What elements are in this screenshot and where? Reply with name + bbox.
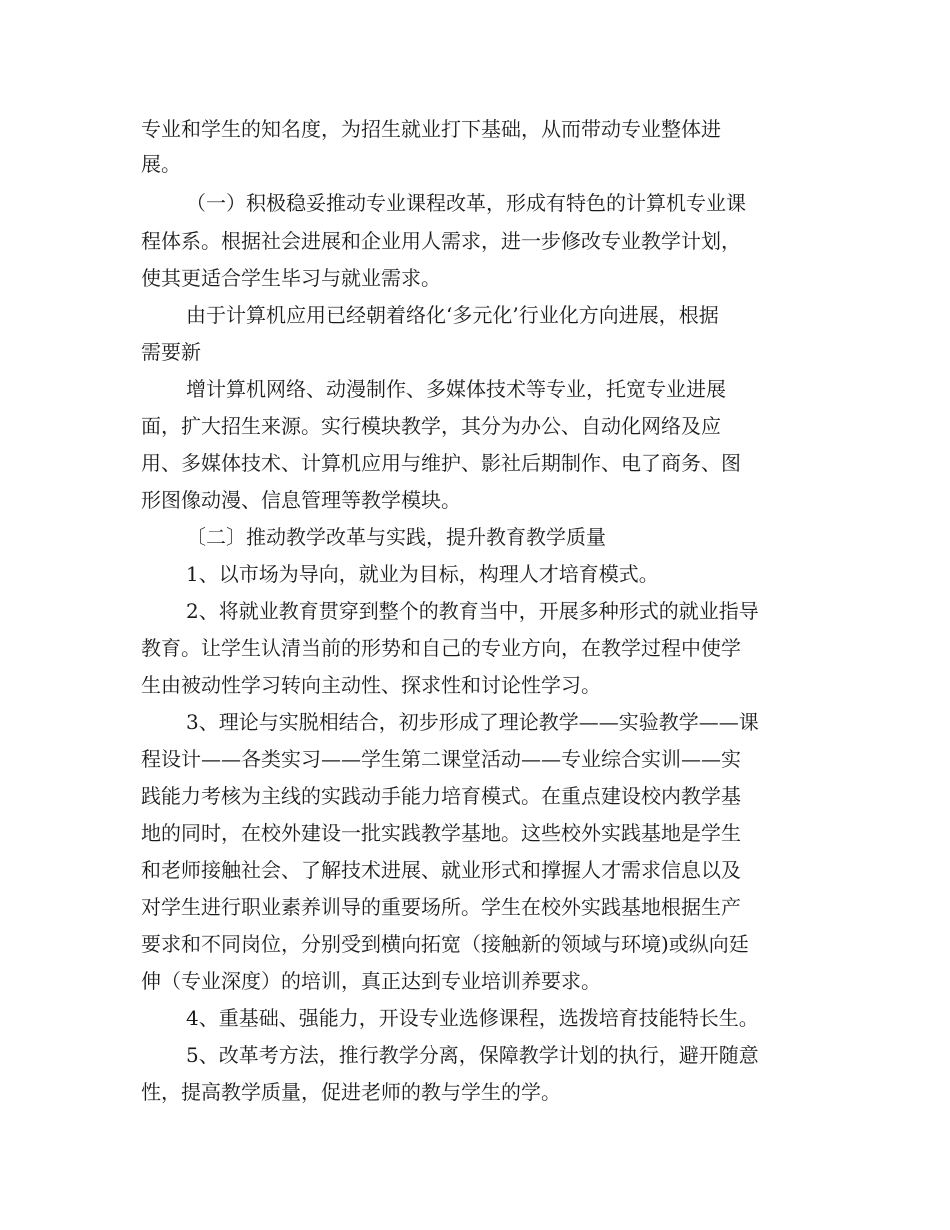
text-line: 程体系。根据社会进展和企业用人需求，进一步修改专业教学计划， <box>141 229 741 253</box>
text-line: 使其更适合学生毕习与就业需求。 <box>141 266 441 290</box>
text-line: 用、多媒体技术、计算机应用与维护、影社后期制作、电了商务、图 <box>141 451 741 475</box>
text-line: 〔二〕推动教学改革与实践，提升教育教学质量 <box>186 525 606 549</box>
text-line: 增计算机网络、动漫制作、多媒体技术等专业，托宽专业进展 <box>186 377 726 401</box>
text-line: 展。 <box>141 152 181 176</box>
text-line: 4、重基础、强能力，开设专业选修课程，选拨培育技能特长生。 <box>186 1006 759 1030</box>
text-line: 形图像动漫、信息管理等教学模块。 <box>141 488 461 512</box>
text-line: 生由被动性学习转向主动性、探求性和讨论性学习。 <box>141 673 601 697</box>
text-line: 需要新 <box>141 340 201 364</box>
text-line: 程设计——各类实习——学生第二课堂活动——专业综合实训——实 <box>141 747 741 771</box>
text-line: （一）积极稳妥推动专业课程改革，形成有特色的计算机专业课 <box>186 191 746 215</box>
text-line: 5、改革考方法，推行教学分离，保障教学计划的执行，避开随意 <box>186 1043 759 1067</box>
text-line: 由于计算机应用已经朝着络化‘多元化’行业化方向进展，根据 <box>186 303 719 327</box>
text-line: 对学生进行职业素养训导的重要场所。学生在校外实践基地根据生产 <box>141 895 741 919</box>
text-line: 教育。让学生认清当前的形势和自己的专业方向，在教学过程中使学 <box>141 636 741 660</box>
text-line: 性，提高教学质量，促进老师的教与学生的学。 <box>141 1080 561 1104</box>
text-line: 和老师接触社会、了解技术进展、就业形式和撑握人才需求信息以及 <box>141 858 741 882</box>
text-line: 2、将就业教育贯穿到整个的教育当中，开展多种形式的就业指导 <box>186 599 759 623</box>
text-line: 要求和不同岗位，分别受到横向拓宽（接触新的领域与环境)或纵向廷 <box>141 932 749 956</box>
text-line: 践能力考核为主线的实践动手能力培育模式。在重点建设校内教学基 <box>141 784 741 808</box>
text-line: 面，扩大招生来源。实行模块教学，其分为办公、自动化网络及应 <box>141 414 721 438</box>
text-line: 伸（专业深度）的培训，真正达到专业培训养要求。 <box>141 969 601 993</box>
text-line: 1、以市场为导向，就业为目标，构理人才培育模式。 <box>186 562 659 586</box>
text-line: 3、理论与实脱相结合，初步形成了理论教学——实验教学——课 <box>186 710 759 734</box>
text-line: 专业和学生的知名度，为招生就业打下基础，从而带动专业整体进 <box>141 117 721 141</box>
text-line: 地的同时，在校外建设一批实践教学基地。这些校外实践基地是学生 <box>141 821 741 845</box>
